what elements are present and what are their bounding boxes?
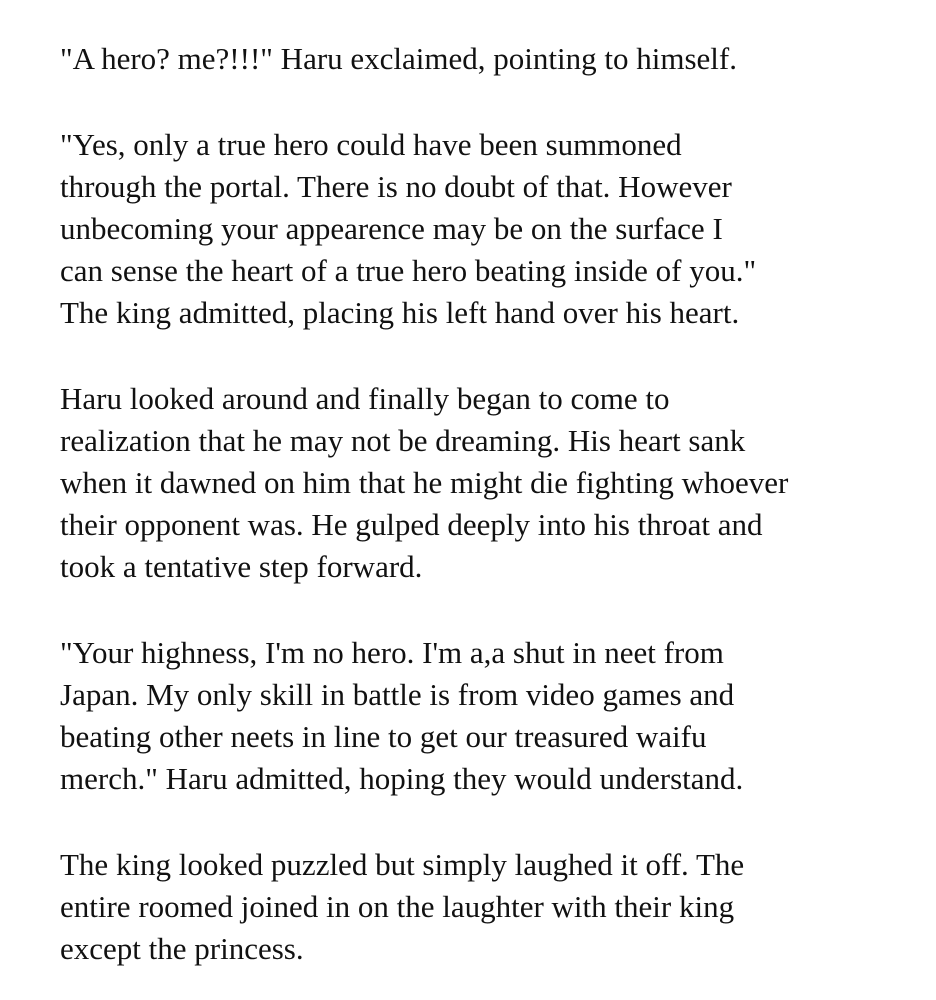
text-line: can sense the heart of a true hero beating inside of you." (60, 253, 757, 288)
paragraph (60, 38, 930, 80)
paragraph-gap (60, 800, 930, 844)
text-line: beating other neets in line to get our treasured waifu (60, 719, 707, 754)
text-line: took a tentative step forward. (60, 549, 423, 584)
text-line: their opponent was. He gulped deeply into his throat and (60, 507, 763, 542)
text-line: Haru looked around and finally began to come to (60, 381, 670, 416)
text-line: through the portal. There is no doubt of that. However (60, 169, 732, 204)
paragraph-gap (60, 334, 930, 378)
text-line: realization that he may not be dreaming. His heart sank (60, 423, 746, 458)
text-line: "Yes, only a true hero could have been summoned (60, 127, 682, 162)
paragraph (60, 844, 930, 970)
text-line: "Your highness, I'm no hero. I'm a,a shut in neet from (60, 635, 724, 670)
paragraph (60, 378, 930, 588)
paragraph (60, 124, 930, 334)
paragraph-gap (60, 80, 930, 124)
text-line: "A hero? me?!!!" Haru exclaimed, pointing to himself. (60, 41, 737, 76)
text-line: The king admitted, placing his left hand over his heart. (60, 295, 740, 330)
text-line: except the princess. (60, 931, 304, 966)
paragraph (60, 632, 930, 800)
paragraph-gap (60, 588, 930, 632)
story-text (60, 38, 930, 970)
text-line: unbecoming your appearence may be on the surface I (60, 211, 723, 246)
text-line: merch." Haru admitted, hoping they would understand. (60, 761, 744, 796)
text-line: when it dawned on him that he might die fighting whoever (60, 465, 789, 500)
text-line: entire roomed joined in on the laughter with their king (60, 889, 735, 924)
text-line: The king looked puzzled but simply laughed it off. The (60, 847, 745, 882)
text-line: Japan. My only skill in battle is from video games and (60, 677, 735, 712)
